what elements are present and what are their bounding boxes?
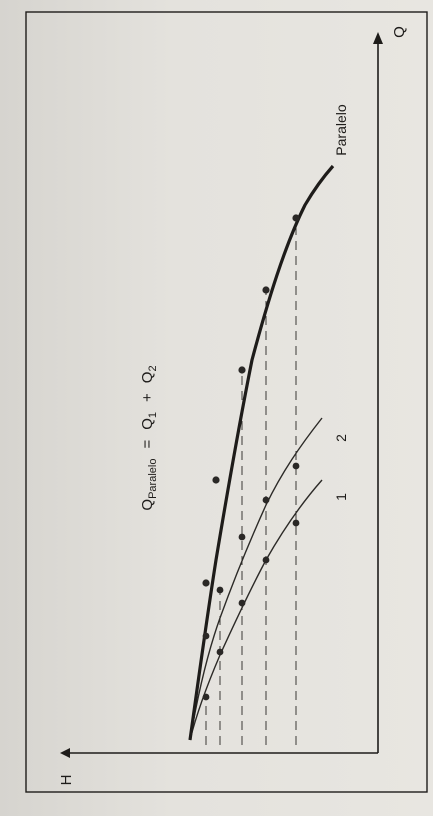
- equation-lhs: Q: [139, 498, 156, 511]
- equation-term1-subscript: 1: [147, 411, 159, 419]
- equation-equals: =: [139, 439, 156, 449]
- curve-label-1: 1: [333, 493, 349, 501]
- data-point: [212, 476, 219, 483]
- data-point: [263, 497, 270, 504]
- data-point: [293, 520, 300, 527]
- data-point: [203, 694, 210, 701]
- figure-frame: [26, 12, 427, 792]
- h-axis-arrow-icon: [60, 748, 70, 758]
- curve-label-2: 2: [333, 434, 349, 442]
- data-point: [239, 534, 246, 541]
- equation: [139, 365, 159, 510]
- equation-term2-subscript: 2: [147, 365, 159, 372]
- equation-lhs-subscript: Paralelo: [147, 458, 159, 499]
- q-axis-label: Q: [391, 26, 408, 38]
- data-point: [292, 214, 299, 221]
- equation-term2: Q: [139, 371, 156, 384]
- data-point: [203, 633, 210, 640]
- data-point: [263, 557, 270, 564]
- equation-plus: +: [139, 393, 156, 402]
- data-point: [293, 463, 300, 470]
- data-point: [262, 286, 269, 293]
- points-curve-parallel: [202, 214, 299, 586]
- data-point: [202, 579, 209, 586]
- curve-parallel: [190, 166, 333, 740]
- q-axis-arrow-icon: [373, 32, 383, 44]
- equation-term1: Q: [139, 418, 156, 430]
- data-point: [239, 600, 246, 607]
- dashed-guides: [206, 218, 296, 745]
- h-axis-label: H: [58, 774, 75, 786]
- data-point: [238, 366, 245, 373]
- curve-label-parallel: Paralelo: [333, 104, 349, 156]
- data-point: [217, 587, 224, 594]
- data-point: [217, 649, 224, 656]
